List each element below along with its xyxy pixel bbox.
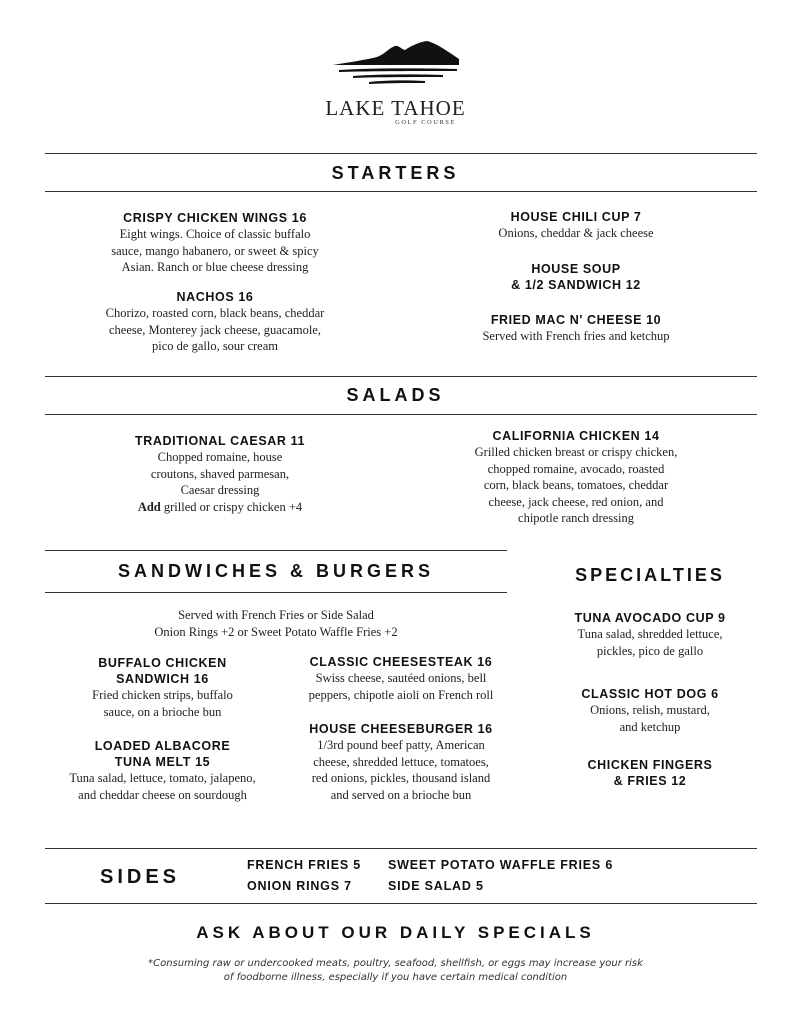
divider bbox=[45, 376, 757, 377]
item-name: TRADITIONAL CAESAR 11 bbox=[134, 434, 306, 448]
divider bbox=[45, 550, 507, 551]
item-name: HOUSE CHILI CUP 7 bbox=[510, 210, 642, 224]
item-name: TUNA AVOCADO CUP 9 bbox=[574, 611, 726, 625]
logo-title: LAKE TAHOE bbox=[325, 96, 466, 120]
menu-item bbox=[545, 610, 755, 659]
menu-item bbox=[40, 655, 285, 720]
section-title-salads: SALADS bbox=[346, 385, 445, 405]
mountain-lake-icon bbox=[331, 40, 461, 92]
item-name: CLASSIC CHEESESTEAK 16 bbox=[309, 655, 493, 669]
item-description: Swiss cheese, sautéed onions, bell peppers, chipotle aioli on French roll bbox=[308, 671, 494, 702]
item-name: HOUSE SOUP & 1/2 SANDWICH 12 bbox=[511, 262, 641, 292]
item-description: Tuna salad, lettuce, tomato, jalapeno, and cheddar cheese on sourdough bbox=[69, 771, 256, 802]
menu-item bbox=[545, 757, 755, 789]
item-name: FRIED MAC N' CHEESE 10 bbox=[490, 313, 662, 327]
menu-item bbox=[545, 686, 755, 735]
menu-item bbox=[290, 721, 512, 803]
menu-item bbox=[40, 738, 285, 803]
logo-subtitle: GOLF COURSE bbox=[395, 119, 456, 126]
menu-item bbox=[80, 289, 350, 355]
item-description: Fried chicken strips, buffalo sauce, on a brioche bun bbox=[92, 688, 233, 719]
menu-item bbox=[440, 209, 712, 242]
side-item: FRENCH FRIES 5 bbox=[247, 858, 361, 872]
side-item: ONION RINGS 7 bbox=[247, 879, 352, 893]
menu-item bbox=[290, 654, 512, 703]
daily-specials-heading: ASK ABOUT OUR DAILY SPECIALS bbox=[196, 923, 595, 942]
section-title-sides: SIDES bbox=[100, 866, 181, 888]
menu-item bbox=[440, 261, 712, 293]
item-description: Tuna salad, shredded lettuce, pickles, pico de gallo bbox=[577, 627, 723, 658]
item-description: 1/3rd pound beef patty, American cheese, shredded lettuce, tomatoes, red onions, pickles, thousand island and served on a brioche bun bbox=[311, 738, 491, 802]
divider bbox=[45, 153, 757, 154]
disclaimer: *Consuming raw or undercooked meats, poultry, seafood, shellfish, or eggs may increase your risk of foodborne illness, especially if you have certain medical condition bbox=[148, 958, 643, 983]
item-description: Eight wings. Choice of classic buffalo sauce, mango habanero, or sweet & spicy Asian. Ranch or blue cheese dressing bbox=[111, 227, 319, 274]
side-item: SWEET POTATO WAFFLE FRIES 6 bbox=[388, 858, 614, 872]
item-name: CHICKEN FINGERS & FRIES 12 bbox=[587, 758, 713, 788]
divider bbox=[45, 191, 757, 192]
divider bbox=[45, 414, 757, 415]
menu-item bbox=[440, 312, 712, 345]
item-description: Grilled chicken breast or crispy chicken, chopped romaine, avocado, roasted corn, black beans, tomatoes, cheddar cheese, jack cheese, red onion, and chipotle ranch dressing bbox=[474, 445, 678, 525]
item-name: HOUSE CHEESEBURGER 16 bbox=[309, 722, 493, 736]
logo bbox=[0, 40, 791, 126]
menu-item bbox=[80, 210, 350, 276]
sandwich-sides-note: Served with French Fries or Side Salad Onion Rings +2 or Sweet Potato Waffle Fries +2 bbox=[154, 608, 398, 639]
divider bbox=[45, 592, 507, 593]
section-title-sandwiches: SANDWICHES & BURGERS bbox=[117, 561, 434, 581]
divider bbox=[45, 848, 757, 849]
item-description: Chorizo, roasted corn, black beans, cheddar cheese, Monterey jack cheese, guacamole, pico de gallo, sour cream bbox=[105, 306, 325, 353]
item-description: Chopped romaine, house croutons, shaved parmesan, Caesar dressing Add grilled or crispy chicken +4 bbox=[137, 450, 303, 514]
menu-item bbox=[90, 433, 350, 515]
item-name: CALIFORNIA CHICKEN 14 bbox=[492, 429, 660, 443]
section-title-specialties: SPECIALTIES bbox=[575, 565, 725, 585]
item-name: BUFFALO CHICKEN SANDWICH 16 bbox=[98, 656, 227, 686]
menu-item bbox=[440, 428, 712, 527]
item-description: Onions, cheddar & jack cheese bbox=[498, 226, 654, 240]
item-description: Onions, relish, mustard, and ketchup bbox=[590, 703, 710, 734]
divider bbox=[45, 903, 757, 904]
item-name: CRISPY CHICKEN WINGS 16 bbox=[123, 211, 307, 225]
section-title-starters: STARTERS bbox=[331, 163, 460, 183]
side-item: SIDE SALAD 5 bbox=[388, 879, 484, 893]
item-name: NACHOS 16 bbox=[176, 290, 254, 304]
item-name: LOADED ALBACORE TUNA MELT 15 bbox=[94, 739, 231, 769]
item-description: Served with French fries and ketchup bbox=[482, 329, 670, 343]
item-name: CLASSIC HOT DOG 6 bbox=[581, 687, 719, 701]
